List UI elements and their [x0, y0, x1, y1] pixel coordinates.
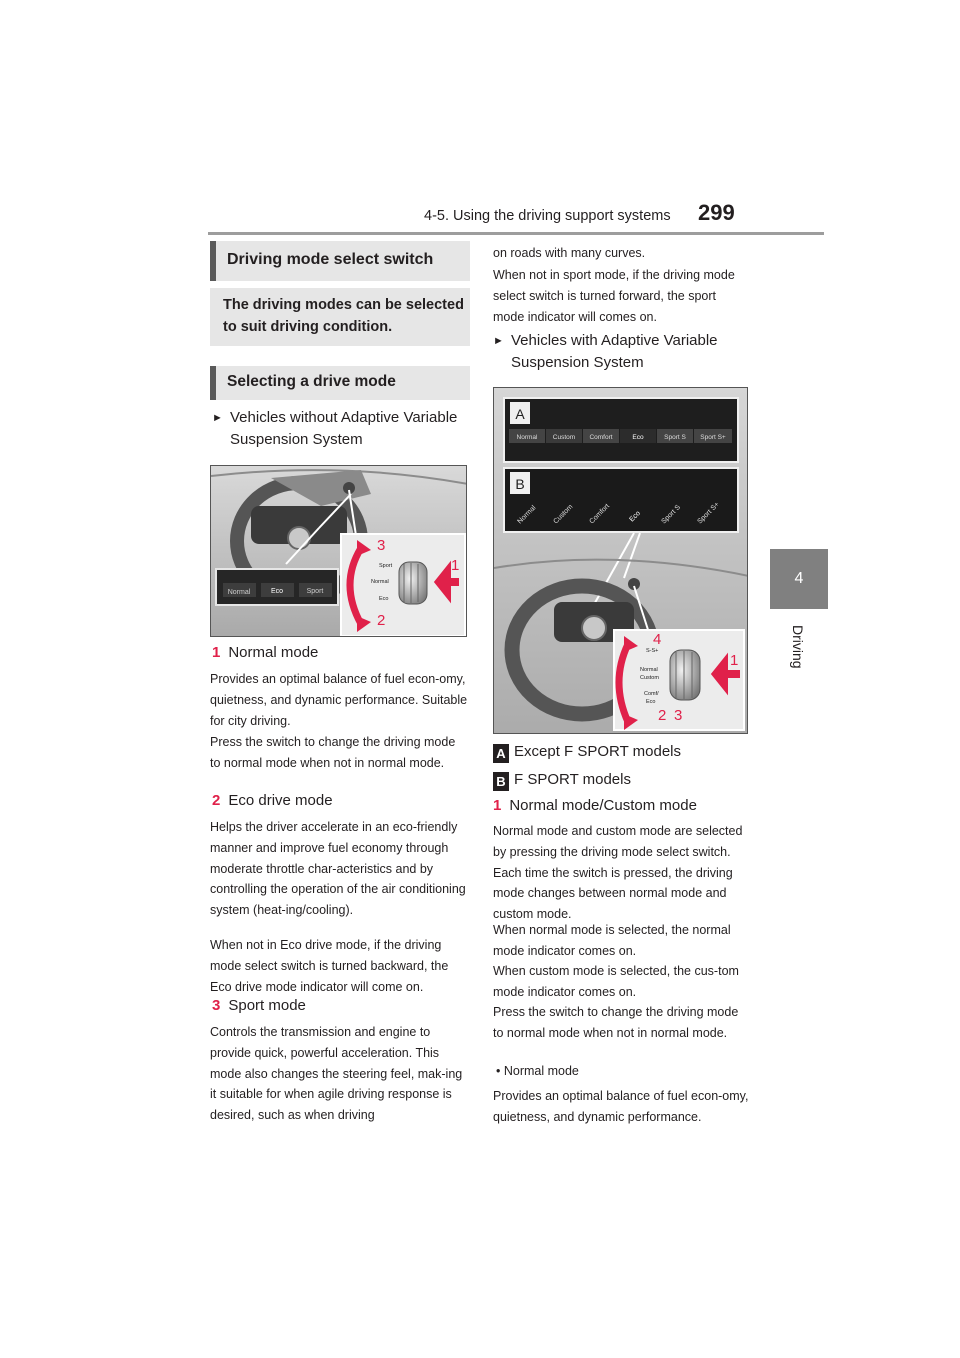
chapter-tab-label: Driving — [790, 625, 806, 669]
section-title: Driving mode select switch — [210, 241, 470, 281]
legend-a: A Except F SPORT models — [493, 743, 681, 763]
item-eco-mode: 2 Eco drive mode — [212, 792, 333, 809]
item-sport-mode: 3 Sport mode — [212, 997, 306, 1014]
dashboard-illustration — [211, 466, 467, 637]
panel-a-mode: Sport S — [664, 434, 686, 441]
figure-switch-with-avs — [493, 387, 748, 734]
knob-label: Eco — [646, 699, 656, 705]
running-header: 4-5. Using the driving support systems — [424, 208, 671, 224]
callout-3: 3 — [674, 707, 683, 724]
knob-label: Eco — [379, 596, 389, 602]
sport-mode-indicator-text: When not in sport mode, if the driving mode select switch is turned forward, the sport mode indicator will comes on. — [493, 268, 735, 324]
header-rule — [208, 232, 824, 235]
callout-1: 1 — [451, 557, 460, 574]
normal-indicator-text: When normal mode is selected, the normal mode indicator comes on. — [493, 923, 731, 958]
sub-bullet-normal-mode: • Normal mode — [496, 1064, 579, 1078]
item-normal-mode: 1 Normal mode — [212, 644, 319, 661]
subsection-title: Selecting a drive mode — [210, 366, 470, 400]
custom-switch-text: Press the switch to change the driving mode to normal mode when not in normal mode. — [493, 1005, 739, 1040]
callout-4: 4 — [653, 631, 662, 648]
panel-a-label: A — [515, 406, 525, 422]
normal-mode-text: Provides an optimal balance of fuel econ-omy, quietness, and dynamic performance. Suitable for city driving. — [210, 672, 468, 728]
callout-3: 3 — [377, 537, 386, 554]
panel-b-mode: Custom — [552, 503, 575, 526]
eco-mode-indicator-text: When not in Eco drive mode, if the driving mode select switch is turned backward, the Eco drive mode indicator will come on. — [210, 938, 449, 994]
panel-a-mode: Normal — [516, 434, 538, 441]
knob-label: Comf/ — [644, 691, 659, 697]
knob-label: Normal — [640, 667, 658, 673]
bullet-without-avs: ► Vehicles without Adaptive Variable Suspension System — [212, 409, 458, 448]
panel-a-mode: Sport S+ — [700, 434, 726, 441]
screen-mode-label: Eco — [270, 588, 284, 595]
item-normal-custom-mode: 1 Normal mode/Custom mode — [493, 797, 697, 814]
panel-b-mode: Sport S — [660, 503, 682, 526]
panel-b-mode: Comfort — [588, 502, 612, 526]
eco-mode-text: Helps the driver accelerate in an eco-friendly manner and improve fuel economy through moderate throttle char-acteristics and by controlling the operation of the air conditioning system (heat-ing/cooling). — [210, 820, 466, 918]
dashboard-illustration-avs — [494, 388, 748, 734]
callout-2: 2 — [658, 707, 667, 724]
legend-b: B F SPORT models — [493, 771, 631, 791]
screen-mode-label: Sport — [306, 588, 324, 595]
screen-mode-label: Normal — [227, 589, 251, 596]
panel-a-mode: Eco — [632, 434, 644, 441]
panel-b-label: B — [515, 476, 525, 492]
callout-2: 2 — [377, 612, 386, 629]
custom-mode-text: Normal mode and custom mode are selected by pressing the driving mode select switch. Each time the switch is pressed, the driving mode changes between normal mode and custom mode. — [493, 824, 743, 922]
panel-b-mode: Normal — [516, 504, 538, 526]
panel-b-mode: Eco — [628, 509, 642, 524]
normal-mode-balance-text: Provides an optimal balance of fuel econ-omy, quietness, and dynamic performance. — [493, 1089, 749, 1124]
panel-b-mode: Sport S+ — [696, 501, 721, 526]
knob-label: Sport — [379, 563, 393, 569]
normal-mode-switch-text: Press the switch to change the driving mode to normal mode when not in normal mode. — [210, 735, 456, 770]
panel-a-mode: Custom — [552, 434, 576, 441]
triangle-bullet-icon: ► — [212, 412, 223, 424]
knob-label: S-S+ — [646, 648, 659, 654]
custom-indicator-text: When custom mode is selected, the cus-tom mode indicator comes on. — [493, 964, 739, 999]
sport-mode-text: Controls the transmission and engine to provide quick, powerful acceleration. This mode also changes the steering feel, mak-ing it suitable for when agile driving response is desired, such as when driving — [210, 1025, 463, 1123]
triangle-bullet-icon: ► — [493, 335, 504, 347]
figure-switch-without-avs — [210, 465, 467, 637]
sport-mode-text-continued: on roads with many curves. — [493, 246, 646, 260]
callout-1: 1 — [730, 652, 739, 669]
page-number: 299 — [698, 200, 735, 225]
bullet-with-avs: ► Vehicles with Adaptive Variable Suspension System — [493, 332, 718, 371]
section-lead: The driving modes can be selected to suit driving condition. — [210, 288, 470, 346]
chapter-tab-number: 4 — [770, 549, 828, 609]
panel-a-mode: Comfort — [589, 434, 613, 441]
knob-label: Custom — [640, 675, 659, 681]
knob-label: Normal — [371, 579, 389, 585]
